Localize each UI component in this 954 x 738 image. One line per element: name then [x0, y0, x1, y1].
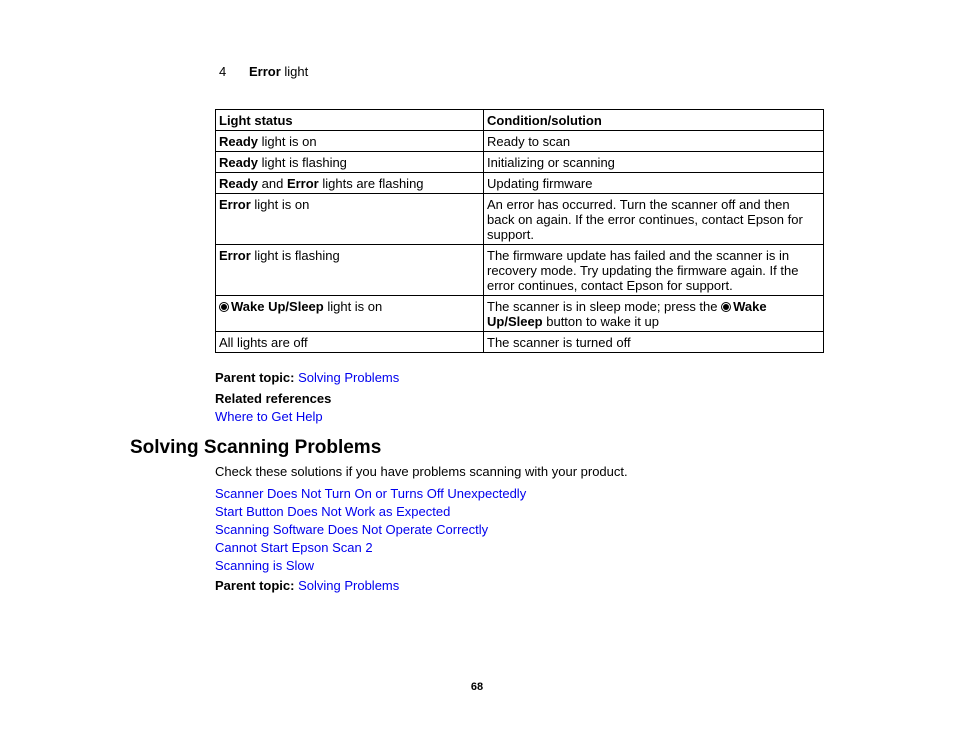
status-text: light is on	[250, 197, 310, 212]
status-cell	[216, 296, 484, 332]
condition-cell: Ready to scan	[484, 131, 824, 152]
condition-cell: Initializing or scanning	[484, 152, 824, 173]
status-bold: Error	[219, 197, 251, 212]
section-title: Solving Scanning Problems	[130, 437, 382, 458]
status-bold: Ready	[219, 134, 259, 149]
moon-icon	[721, 302, 731, 312]
list-item	[215, 540, 526, 558]
list-item	[215, 558, 526, 576]
topic-link[interactable]: Start Button Does Not Work as Expected	[215, 504, 451, 519]
list-item	[215, 504, 526, 522]
status-bold: Error	[219, 248, 251, 263]
section-intro: Check these solutions if you have problems scanning with your product.	[215, 464, 628, 479]
table-row	[216, 194, 824, 245]
parent-topic-link[interactable]: Solving Problems	[298, 578, 400, 593]
condition-text: button to wake it up	[542, 314, 659, 329]
status-bold: Wake Up/Sleep	[231, 299, 324, 314]
condition-cell: The firmware update has failed and the scanner is in recovery mode. Try updating the firmware again. If the error continues, contact Epson for support.	[484, 245, 824, 296]
status-text: light is flashing	[250, 248, 340, 263]
status-cell	[216, 173, 484, 194]
header-condition: Condition/solution	[484, 110, 824, 131]
header-light-status: Light status	[216, 110, 484, 131]
related-link-container	[215, 409, 323, 424]
table-row	[216, 332, 824, 353]
table-row	[216, 173, 824, 194]
status-bold: Ready	[219, 155, 259, 170]
status-cell	[216, 131, 484, 152]
condition-bold: Wake Up/Sleep	[487, 299, 767, 329]
step-label-rest: light	[280, 64, 309, 79]
light-status-table	[215, 109, 824, 353]
table-row	[216, 245, 824, 296]
status-text: lights are flashing	[318, 176, 424, 191]
topic-link[interactable]: Cannot Start Epson Scan 2	[215, 540, 373, 555]
topic-link[interactable]: Scanning Software Does Not Operate Correctly	[215, 522, 489, 537]
step-label-bold: Error	[249, 64, 281, 79]
condition-cell: The scanner is turned off	[484, 332, 824, 353]
status-text: and	[258, 176, 287, 191]
topic-link-list	[215, 486, 526, 576]
table-row	[216, 296, 824, 332]
condition-cell: Updating firmware	[484, 173, 824, 194]
status-text: light is on	[258, 134, 317, 149]
moon-icon	[219, 302, 229, 312]
status-bold: Error	[286, 176, 319, 191]
table-row	[216, 131, 824, 152]
parent-topic	[215, 370, 399, 385]
step-number: 4	[219, 64, 227, 79]
parent-topic-link[interactable]: Solving Problems	[298, 370, 400, 385]
condition-cell: An error has occurred. Turn the scanner off and then back on again. If the error continues, contact Epson for support.	[484, 194, 824, 245]
where-to-get-help-link[interactable]: Where to Get Help	[215, 409, 323, 424]
page-number: 68	[470, 681, 484, 693]
parent-topic-label: Parent topic:	[215, 578, 295, 593]
condition-text: The scanner is in sleep mode; press the	[487, 299, 722, 314]
topic-link[interactable]: Scanner Does Not Turn On or Turns Off Unexpectedly	[215, 486, 527, 501]
condition-cell	[484, 296, 824, 332]
table-header-row	[216, 110, 824, 131]
status-cell	[216, 194, 484, 245]
status-cell	[216, 245, 484, 296]
table-row	[216, 152, 824, 173]
parent-topic-label: Parent topic:	[215, 370, 295, 385]
list-item	[215, 486, 526, 504]
list-item	[215, 522, 526, 540]
status-bold: Ready	[219, 176, 259, 191]
status-text: light is on	[323, 299, 383, 314]
section-parent-topic	[215, 578, 399, 593]
related-references-heading: Related references	[215, 391, 332, 406]
status-cell: All lights are off	[216, 332, 484, 353]
status-text: light is flashing	[258, 155, 347, 170]
topic-link[interactable]: Scanning is Slow	[215, 558, 314, 573]
status-cell	[216, 152, 484, 173]
step-label	[249, 64, 308, 79]
